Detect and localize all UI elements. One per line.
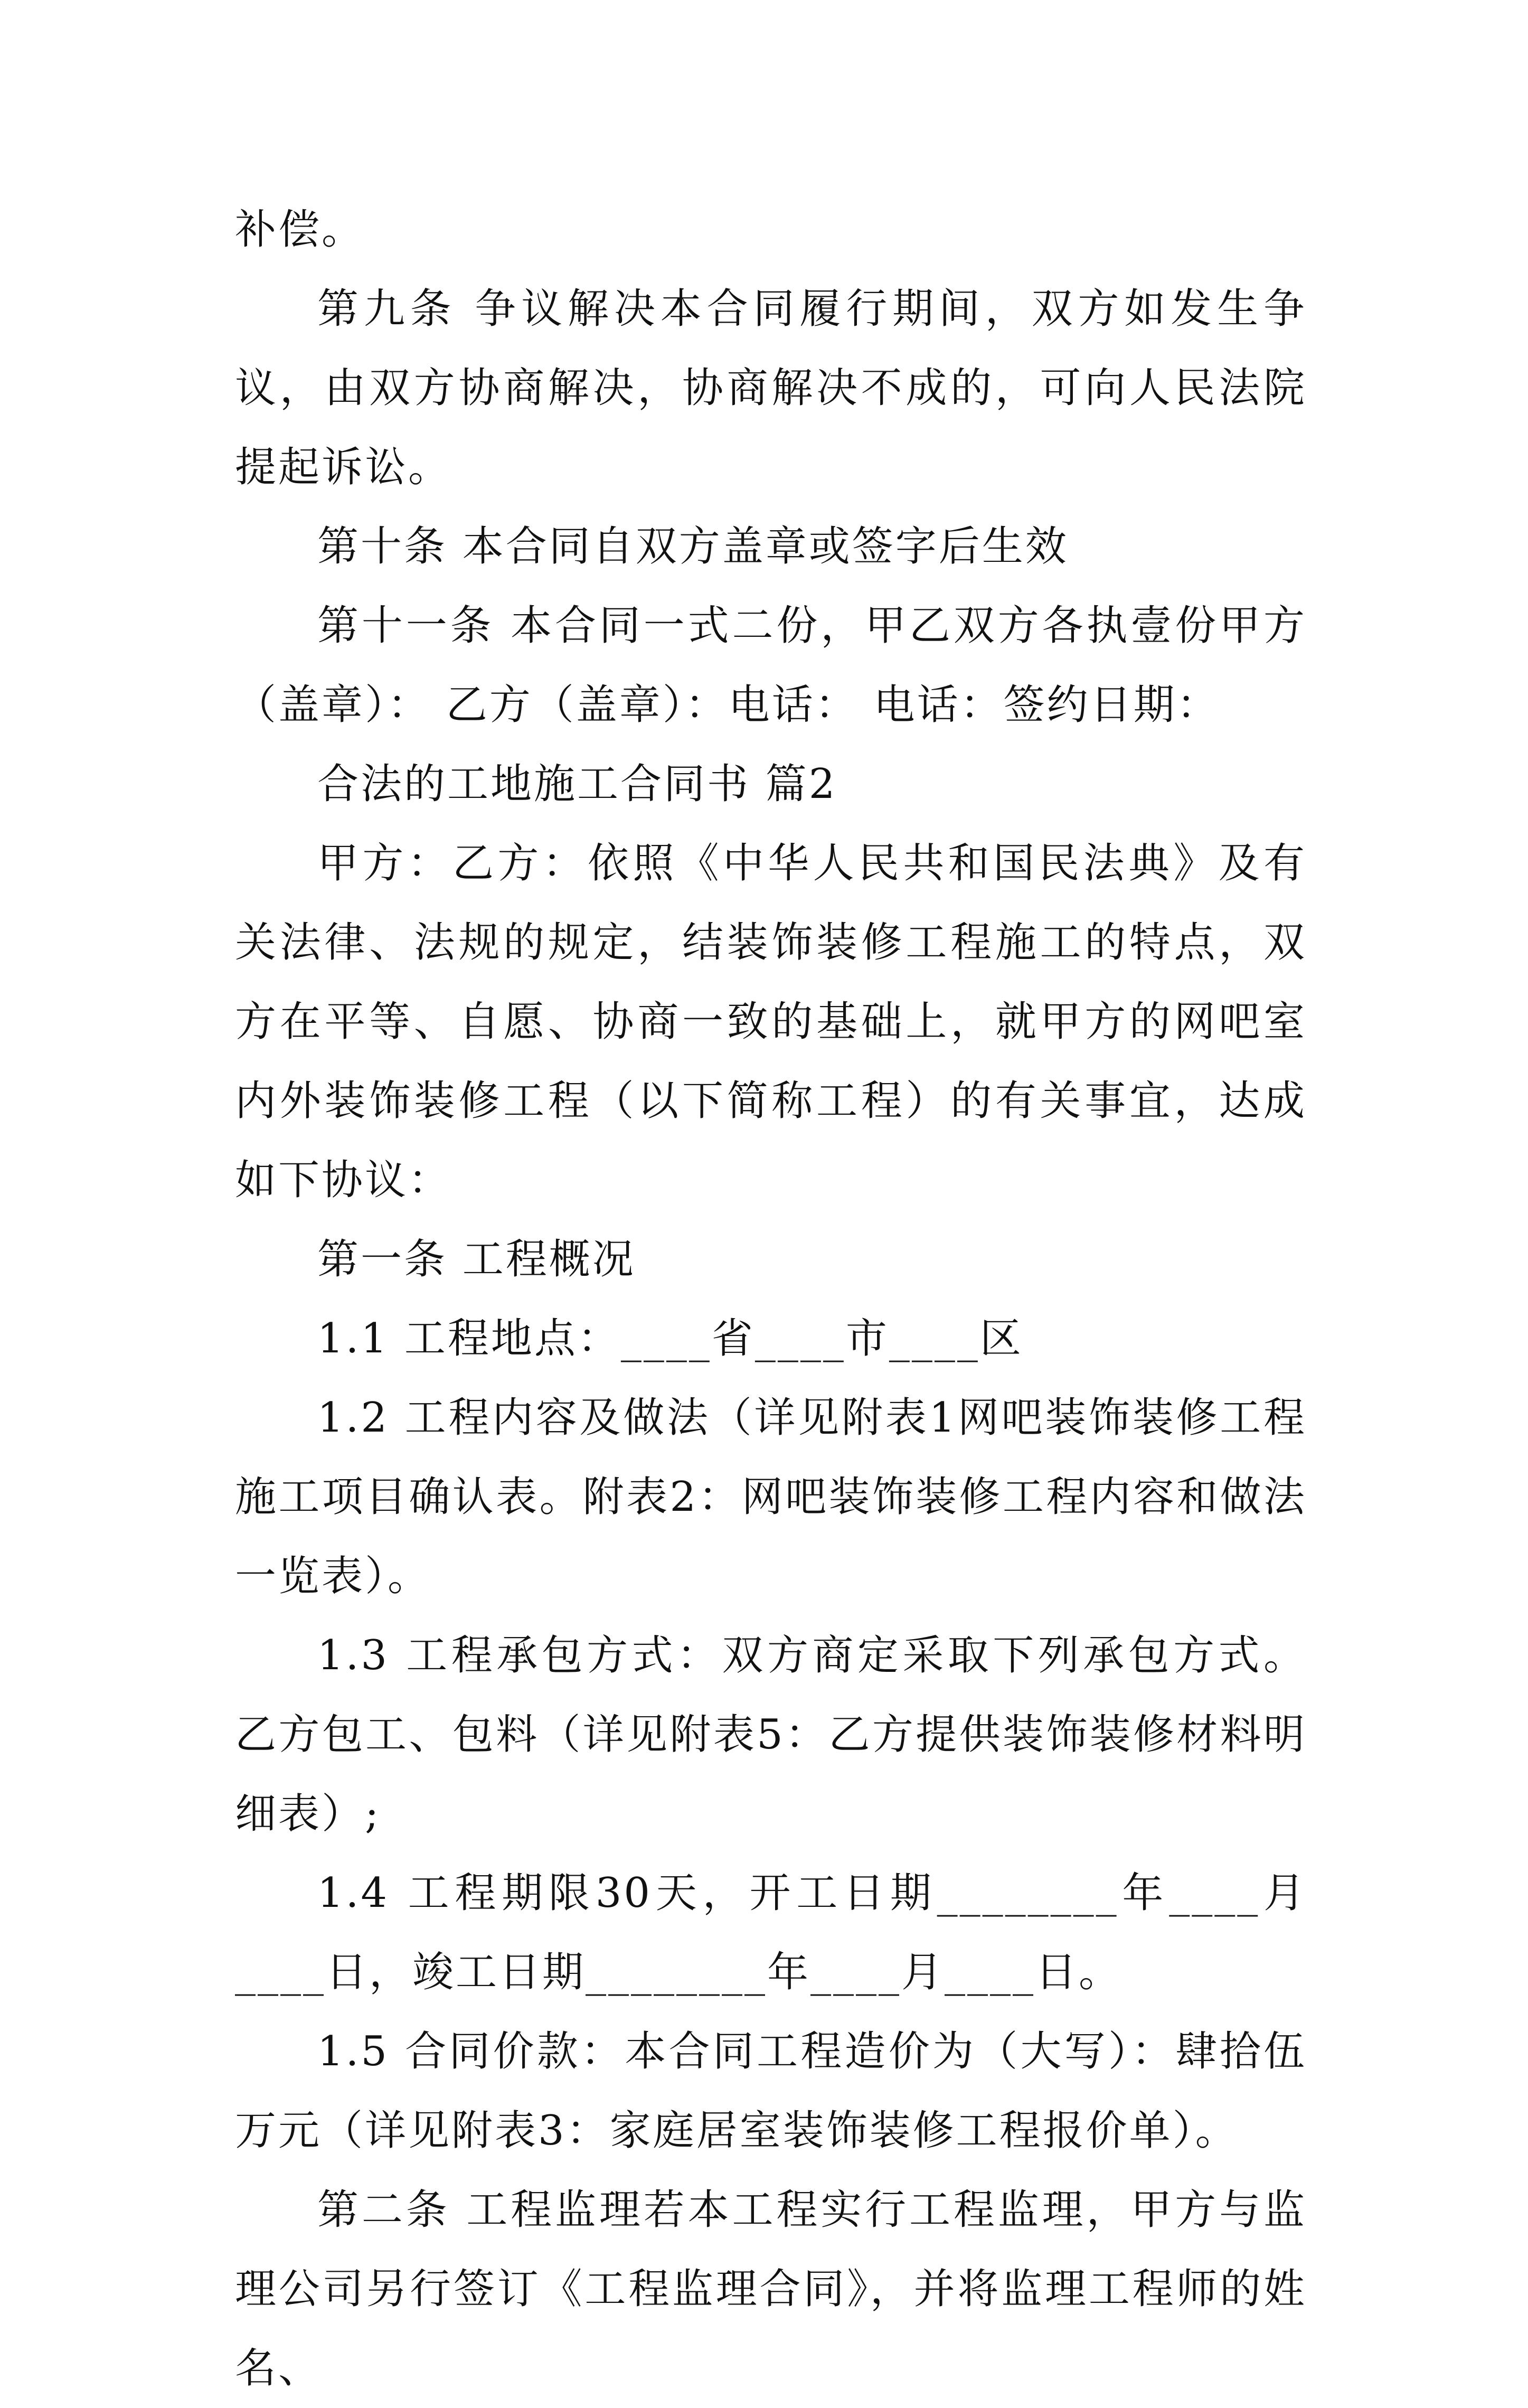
paragraph-article-9-dispute: 第九条 争议解决本合同履行期间，双方如发生争议，由双方协商解决，协商解决不成的，可向人民法院提起诉讼。 xyxy=(235,285,1307,491)
paragraph-article-1-heading: 第一条 工程概况 xyxy=(317,1236,636,1283)
paragraph-compensation: 补偿。 xyxy=(235,206,365,253)
section-heading-part-2: 合法的工地施工合同书 篇2 xyxy=(317,760,837,808)
paragraph-item-1-4-period: 1.4 工程期限30天，开工日期________年____月____日，竣工日期________年____月____日。 xyxy=(235,1869,1307,1996)
paragraph-article-10-effect: 第十条 本合同自双方盖章或签字后生效 xyxy=(317,523,1069,570)
document-body xyxy=(235,190,1307,2408)
paragraph-item-1-5-price: 1.5 合同价款：本合同工程造价为（大写）：肆拾伍万元（详见附表3：家庭居室装饰装修工程报价单）。 xyxy=(235,2028,1307,2155)
paragraph-article-11-copies: 第十一条 本合同一式二份，甲乙双方各执壹份甲方（盖章）： 乙方（盖章）：电话： 电话：签约日期： xyxy=(235,602,1307,729)
paragraph-item-1-3-method: 1.3 工程承包方式：双方商定采取下列承包方式。乙方包工、包料（详见附表5：乙方提供装饰装修材料明细表）; xyxy=(235,1632,1307,1838)
paragraph-item-1-2-content: 1.2 工程内容及做法（详见附表1网吧装饰装修工程施工项目确认表。附表2：网吧装饰装修工程内容和做法一览表）。 xyxy=(235,1394,1307,1600)
paragraph-item-1-1-location: 1.1 工程地点：____省____市____区 xyxy=(317,1315,1023,1362)
paragraph-article-2-supervision: 第二条 工程监理若本工程实行工程监理，甲方与监理公司另行签订《工程监理合同》，并将监理工程师的姓名、 xyxy=(235,2186,1307,2392)
paragraph-parties-preamble: 甲方：乙方：依照《中华人民共和国民法典》及有关法律、法规的规定，结装饰装修工程施工的特点，双方在平等、自愿、协商一致的基础上，就甲方的网吧室内外装饰装修工程（以下简称工程）的有关事宜，达成如下协议： xyxy=(235,840,1307,1204)
